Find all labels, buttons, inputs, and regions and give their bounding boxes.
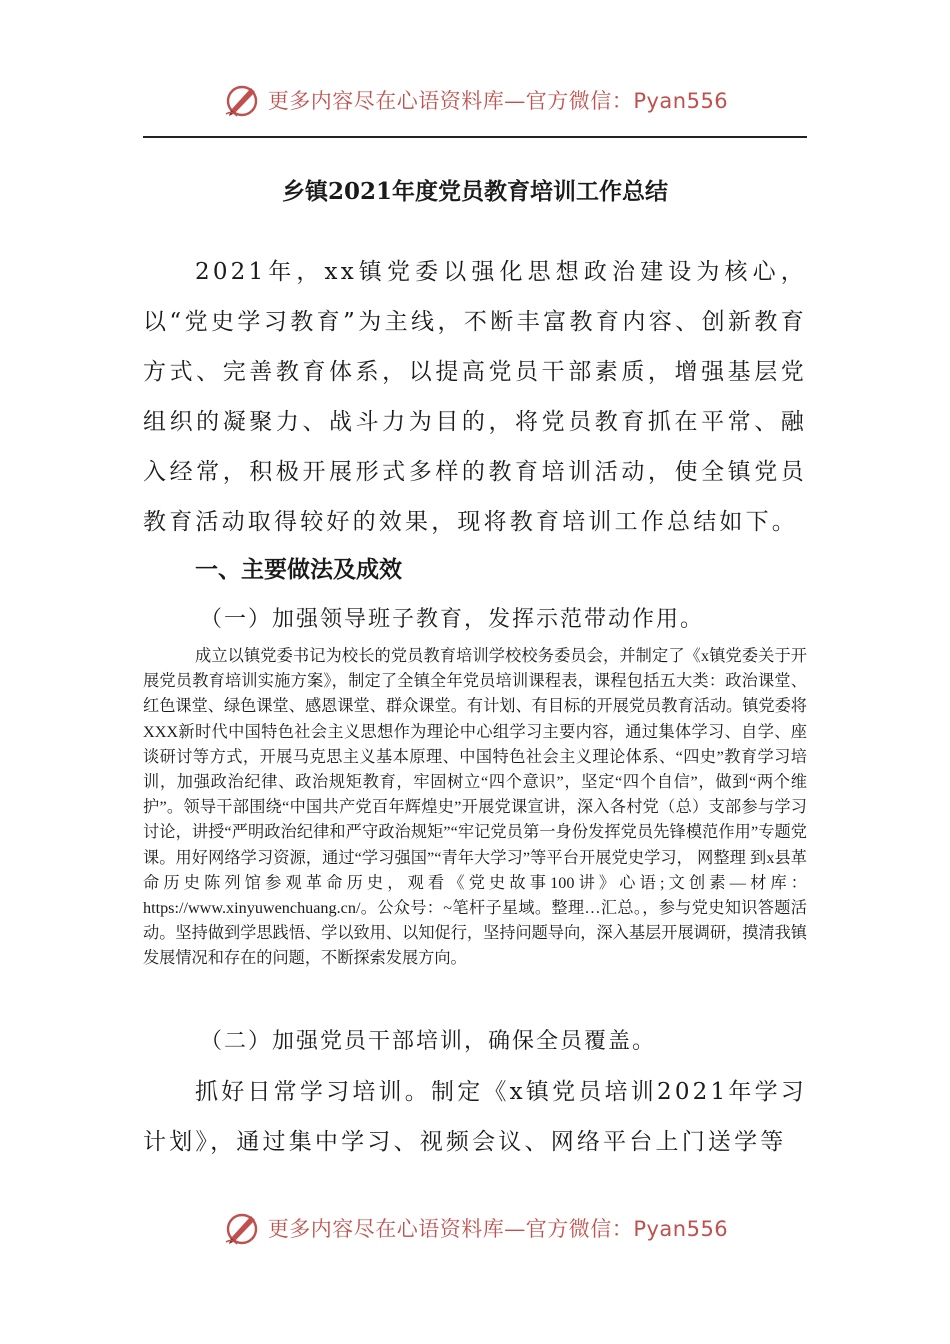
footer-watermark — [0, 1206, 950, 1250]
pen-circle-logo-icon — [222, 80, 262, 120]
header-divider — [143, 136, 807, 138]
watermark-account: Pyan556 — [633, 1217, 729, 1241]
intro-paragraph: 2021年，xx镇党委以强化思想政治建设为核心，以“党史学习教育”为主线，不断丰富教育内容、创新教育方式、完善教育体系，以提高党员干部素质，增强基层党组织的凝聚力、战斗力为目的，将党员教育抓在平常、融入经常，积极开展形式多样的教育培训活动，使全镇党员教育活动取得较好的效果，现将教育培训工作总结如下。 — [143, 259, 807, 535]
header-watermark — [0, 78, 950, 122]
pen-circle-logo-icon — [222, 1208, 262, 1248]
subsection-body-2: 抓好日常学习培训。制定《x镇党员培训2021年学习计划》，通过集中学习、视频会议、网络平台上门送学等 — [143, 1079, 807, 1155]
document-title: 乡镇2021年度党员教育培训工作总结 — [281, 178, 668, 205]
watermark-text: 更多内容尽在心语资料库—官方微信：Pyan556 — [267, 1217, 729, 1241]
watermark-account: Pyan556 — [633, 89, 729, 113]
subsection-body-1: 成立以镇党委书记为校长的党员教育培训学校校务委员会，并制定了《x镇党委关于开展党员教育培训实施方案》，制定了全镇全年党员培训课程表，课程包括五大类：政治课堂、红色课堂、绿色课堂、感恩课堂、群众课堂。有计划、有目标的开展党员教育活动。镇党委将XXX新时代中国特色社会主义思想作为理论中心组学习主要内容，通过集体学习、自学、座谈研讨等方式，开展马克思主义基本原理、中国特色社会主义理论体系、“四史”教育学习培训，加强政治纪律、政治规矩教育，牢固树立“四个意识”，坚定“四个自信”，做到“两个维护”。领导干部围绕“中国共产党百年辉煌史”开展党课宣讲，深入各村党（总）支部参与学习讨论，讲授“严明政治纪律和严守政治规矩”“牢记党员第一身份发挥党员先锋模范作用”专题党课。用好网络学习资源，通过“学习强国”“青年大学习”等平台开展党史学习， 网整理 到x县革命历史陈列馆参观革命历史，观看《党史故事100讲》心语;文创素—材库：https://www.xinyuwenchuang.cn/。公众号：~笔杆子星域。整理…汇总。，参与党史知识答题活动。坚持做到学思践悟、学以致用、以知促行，坚持问题导向，深入基层开展调研，摸清我镇发展情况和存在的问题，不断探索发展方向。 — [143, 647, 807, 968]
subsection-heading-1: （一）加强领导班子教育，发挥示范带动作用。 — [200, 607, 705, 632]
section-heading: 一、主要做法及成效 — [195, 557, 402, 583]
subsection-heading-2: （二）加强党员干部培训，确保全员覆盖。 — [200, 1029, 657, 1054]
watermark-text: 更多内容尽在心语资料库—官方微信：Pyan556 — [267, 89, 729, 113]
